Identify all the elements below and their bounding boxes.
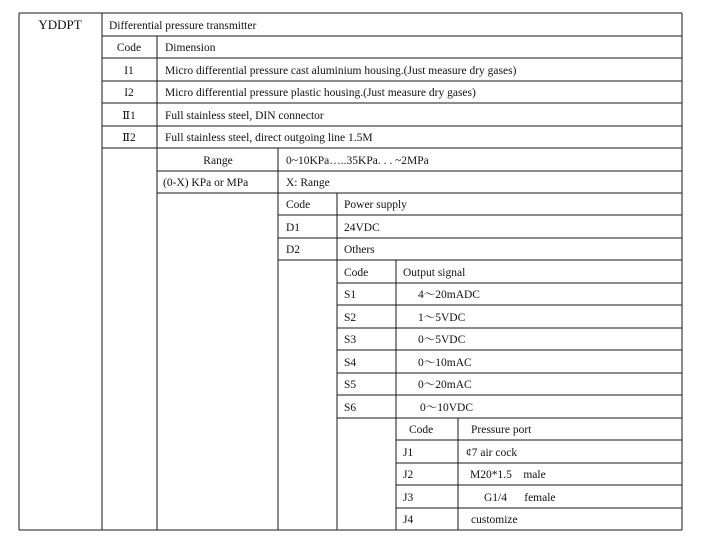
product-name: Differential pressure transmitter (109, 20, 257, 32)
port-title: Pressure port (471, 424, 532, 436)
port-code: J4 (403, 514, 414, 526)
output-code: S3 (344, 334, 357, 346)
housing-code: Ⅱ2 (122, 132, 136, 144)
housing-description: Micro differential pressure cast aluminium housing.(Just measure dry gases) (165, 65, 517, 77)
housing-description: Micro differential pressure plastic housing.(Just measure dry gases) (165, 87, 476, 99)
port-description: G1/4 female (484, 492, 556, 504)
power-code: D1 (286, 222, 301, 234)
output-code: S5 (344, 379, 357, 391)
housing-code: I1 (124, 65, 134, 77)
output-code: S1 (344, 289, 357, 301)
power-title: Power supply (344, 199, 407, 211)
range-note: X: Range (286, 177, 330, 189)
power-code: D2 (286, 244, 301, 256)
output-description: 1～5VDC (418, 312, 466, 324)
housing-dimension-header: Dimension (165, 42, 216, 54)
housing-code-header: Code (116, 42, 142, 54)
housing-description: Full stainless steel, direct outgoing line 1.5M (165, 132, 373, 144)
power-description: 24VDC (344, 222, 380, 234)
port-code: J2 (403, 469, 414, 481)
output-code: S2 (344, 312, 357, 324)
port-code: J1 (403, 447, 414, 459)
housing-code: Ⅱ1 (122, 110, 136, 122)
port-code-header: Code (409, 424, 434, 436)
output-description: 4～20mADC (418, 289, 480, 301)
housing-description: Full stainless steel, DIN connector (165, 110, 324, 122)
housing-code: I2 (124, 87, 134, 99)
product-code: YDDPT (38, 17, 82, 32)
output-description: 0～5VDC (418, 334, 466, 346)
port-description: customize (471, 514, 518, 526)
output-description: 0～10VDC (420, 402, 474, 414)
output-title: Output signal (403, 267, 466, 279)
output-code: S4 (344, 357, 357, 369)
port-code: J3 (403, 492, 414, 504)
range-label: Range (203, 155, 233, 167)
output-description: 0～20mAC (418, 379, 472, 391)
port-description: ¢7 air cock (466, 447, 518, 459)
output-code: S6 (344, 402, 357, 414)
output-code-header: Code (344, 267, 369, 279)
range-unit-label: (0-X) KPa or MPa (163, 177, 249, 189)
power-description: Others (344, 244, 375, 256)
range-value: 0~10KPa…..35KPa. . . ~2MPa (286, 155, 429, 167)
port-description: M20*1.5 male (470, 469, 546, 481)
power-code-header: Code (286, 199, 311, 211)
output-description: 0～10mAC (418, 357, 472, 369)
